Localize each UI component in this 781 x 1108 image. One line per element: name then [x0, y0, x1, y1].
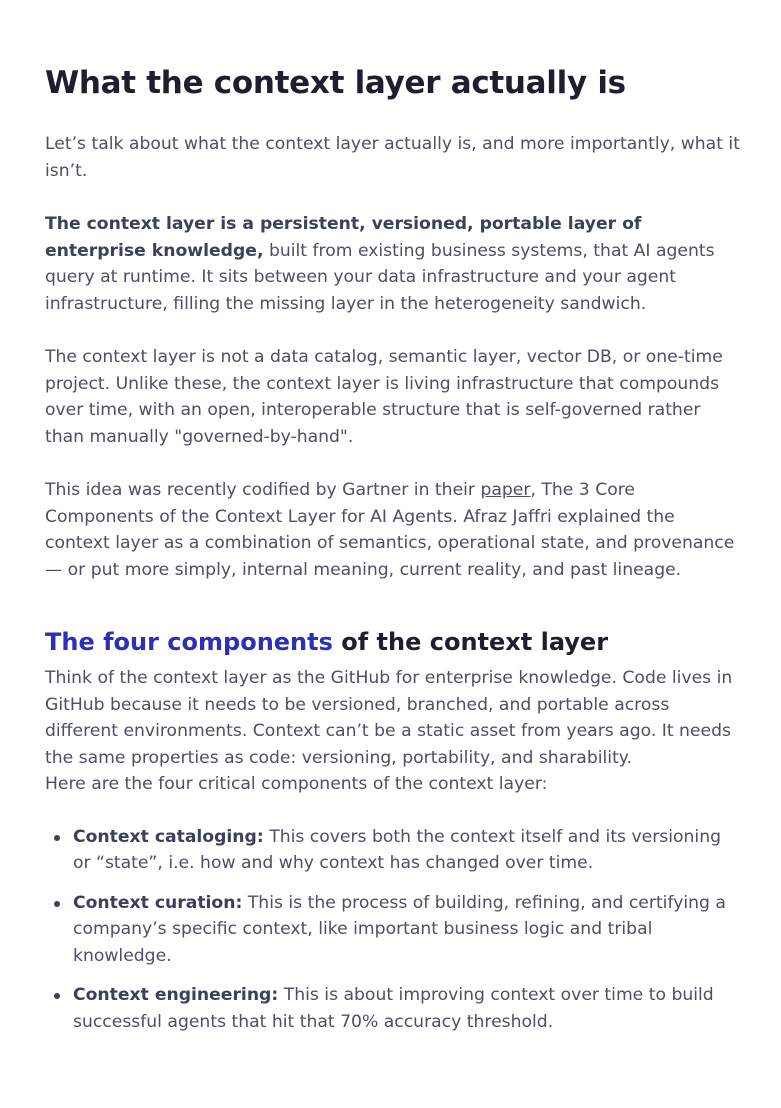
definition-bold: The context layer is a persistent, versioned, portable layer of enterprise knowledge, — [45, 214, 642, 261]
definition-paragraph — [45, 211, 741, 317]
gartner-paragraph — [45, 477, 741, 583]
section-heading-accent: The four components — [45, 628, 333, 656]
gartner-text-before: This idea was recently codified by Gartner in their — [45, 480, 481, 500]
bullet-icon — [54, 901, 60, 907]
paper-link[interactable]: paper — [480, 480, 531, 500]
list-item-title: Context engineering: — [73, 985, 279, 1005]
list-item-title: Context curation: — [73, 892, 243, 913]
gartner-text-after: , The 3 Core Components of the Context Layer for AI Agents. Afraz Jaffri explained the context layer as a combination of semantics, operational state, and provenance — or put more simply, internal meaning, current reality, and past lineage. — [45, 480, 735, 580]
bullet-icon — [54, 835, 60, 841]
intro-paragraph: Let’s talk about what the context layer actually is, and more importantly, what it isn’t. — [45, 134, 740, 181]
list-item-title: Context cataloging: — [73, 826, 264, 847]
list-item — [73, 982, 741, 1035]
bullet-icon — [54, 993, 60, 999]
list-item-text: This is about improving context over time to build successful agents that hit that 70% accuracy threshold. — [73, 985, 714, 1032]
github-paragraph — [45, 665, 741, 798]
definition-text: built from existing business systems, that AI agents query at runtime. It sits between your data infrastructure and your agent infrastructure, filling the missing layer in the heterogeneity sandwich. — [45, 240, 715, 314]
not-paragraph: The context layer is not a data catalog, semantic layer, vector DB, or one-time project. Unlike these, the context layer is living infrastructure that compounds over time, with an open, interoperable structure that is self-governed rather than manually "governed-by-hand". — [45, 347, 723, 447]
list-item — [73, 890, 741, 970]
page-title: What the context layer actually is — [45, 65, 626, 101]
components-list — [45, 824, 741, 1036]
section-heading — [45, 627, 741, 657]
list-item — [73, 824, 741, 877]
list-intro: Here are the four critical components of the context layer: — [45, 774, 548, 794]
section-heading-rest: of the context layer — [332, 628, 609, 656]
list-item-text: This is the process of building, refining, and certifying a company’s specific context, like important business logic and tribal knowledge. — [73, 892, 726, 966]
list-item-text: This covers both the context itself and its versioning or “state”, i.e. how and why context has changed over time. — [73, 826, 722, 873]
github-text: Think of the context layer as the GitHub for enterprise knowledge. Code lives in GitHub because it needs to be versioned, branched, and portable across different environments. Context can’t be a static asset from years ago. It needs the same properties as code: versioning, portability, and sharability. — [45, 668, 733, 768]
